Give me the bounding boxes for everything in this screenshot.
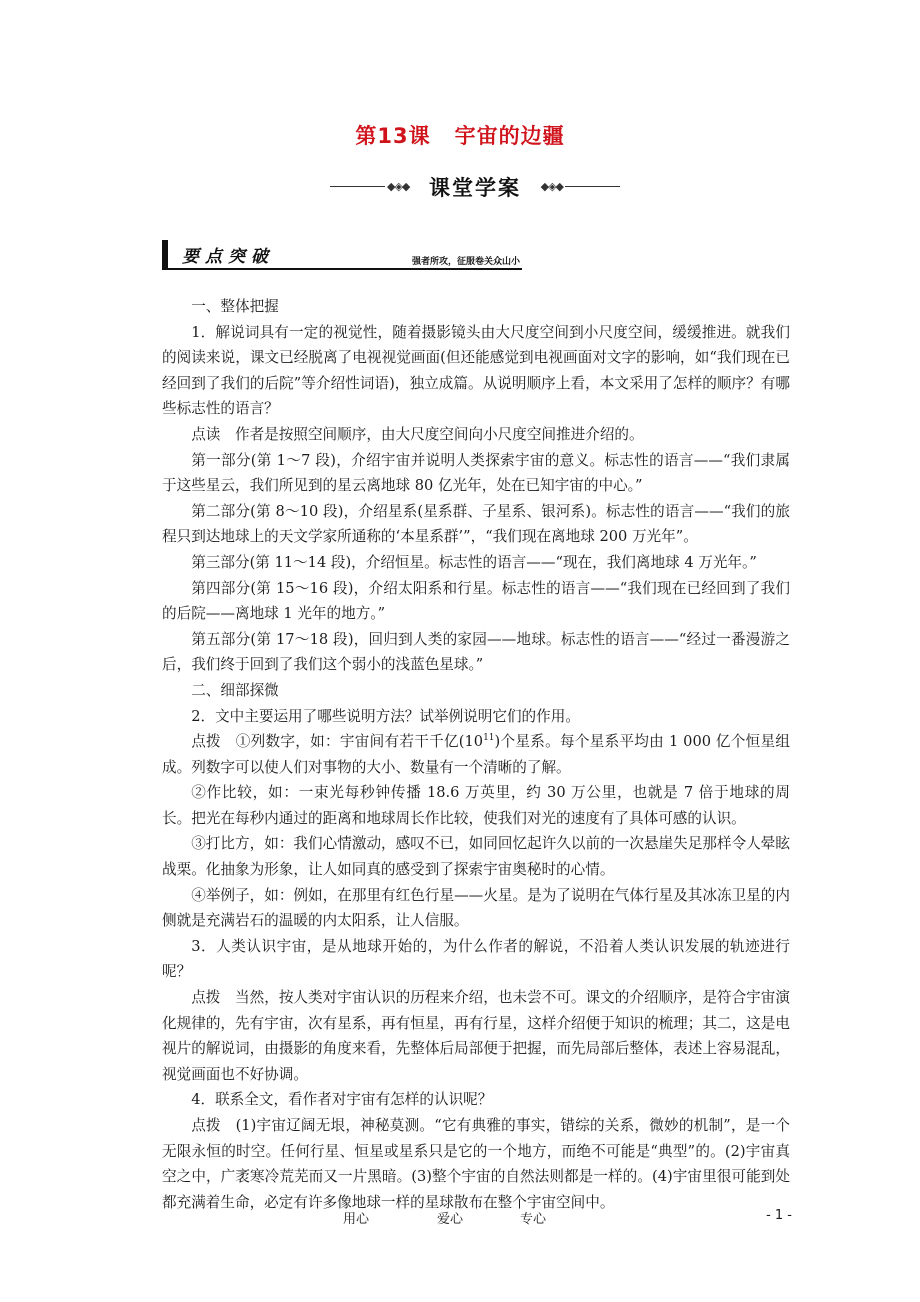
- answer-1: 点读 作者是按照空间顺序，由大尺度空间向小尺度空间推进介绍的。: [191, 425, 644, 443]
- lesson-number: 第13课: [355, 124, 431, 148]
- answer-2-example: ④举例子，如：例如，在那里有红色行星——火星。是为了说明在气体行星及其冰冻卫星的内侧就是充满岩石的温暖的内太阳系，让人信服。: [162, 886, 790, 930]
- answer-4: 点拨 (1)宇宙辽阔无垠，神秘莫测。“它有典雅的事实，错综的关系，微妙的机制”，是一个无限永恒的时空。任何行星、恒星或星系只是它的一个地方，而绝不可能是“典型”的。(2)宇宙真空之中，广袤寒冷荒芜而又一片黑暗。(3)整个宇宙的自然法则都是一样的。(4)宇宙里很可能到处都充满着生命，必定有许多像地球一样的星球散布在整个宇宙空间中。: [162, 1117, 790, 1211]
- part-2: 第二部分(第 8～10 段)，介绍星系(星系群、子星系、银河系)。标志性的语言——“我们的旅程只到达地球上的天文学家所通称的‘本星系群’”，“我们现在离地球 200 万光年”。: [162, 502, 790, 546]
- exponent: 11: [483, 733, 495, 744]
- page-footer: [0, 1208, 920, 1228]
- footer-item-1: 用心: [343, 1212, 370, 1227]
- answer-2-tail: )个星系。每个星系平均由 1 000 亿个恒星组成。列数字可以使人们对事物的大小、数量有一个清晰的了解。: [162, 733, 790, 776]
- key-points-header: [162, 240, 522, 270]
- section-banner: [330, 172, 620, 202]
- part-3: 第三部分(第 11～14 段)，介绍恒星。标志性的语言——“现在，我们离地球 4 万光年。”: [191, 553, 757, 571]
- banner-ornament-right: ◆◈◆: [540, 180, 563, 193]
- question-4: 4．联系全文，看作者对宇宙有怎样的认识呢？: [191, 1091, 493, 1109]
- answer-2-metaphor: ③打比方，如：我们心情激动，感叹不已，如同回忆起许久以前的一次悬崖失足那样令人晕眩战栗。化抽象为形象，让人如同真的感受到了探索宇宙奥秘时的心情。: [162, 835, 790, 879]
- footer-item-2: 爱心: [437, 1212, 464, 1227]
- lesson-name: 宇宙的边疆: [454, 124, 565, 148]
- footer-item-3: 专心: [520, 1212, 547, 1227]
- banner-title: 课堂学案: [429, 176, 521, 200]
- question-3: 3．人类认识宇宙，是从地球开始的，为什么作者的解说，不沿着人类认识发展的轨迹进行呢？: [162, 937, 790, 981]
- key-points-label: 要点突破: [182, 247, 274, 267]
- page-number: - 1 -: [766, 1208, 792, 1223]
- answer-2-compare: ②作比较，如：一束光每秒钟传播 18.6 万英里，约 30 万公里，也就是 7 倍于地球的周长。把光在每秒内通过的距离和地球周长作比较，使我们对光的速度有了具体可感的认识。: [162, 784, 790, 827]
- header-motto: 强者所攻，征服卷关众山小: [411, 257, 520, 267]
- answer-3: 点拨 当然，按人类对宇宙认识的历程来介绍，也未尝不可。课文的介绍顺序，是符合宇宙演化规律的，先有宇宙，次有星系，再有恒星，再有行星，这样介绍便于知识的梳理；其二，这是电视片的解说词，由摄影的角度来看，先整体后局部便于把握，而先局部后整体，表述上容易混乱，视觉画面也不好协调。: [162, 989, 790, 1083]
- header-underline: [168, 268, 522, 270]
- part-1: 第一部分(第 1～7 段)，介绍宇宙并说明人类探索宇宙的意义。标志性的语言——“我们隶属于这些星云，我们所见到的星云离地球 80 亿光年，处在已知宇宙的中心。”: [162, 451, 790, 495]
- body-text: [162, 294, 790, 1215]
- answer-2-lead: 点拨 ①列数字，如：宇宙间有若干千亿(10: [191, 733, 484, 751]
- banner-rule-right: [565, 186, 620, 187]
- question-1: 1．解说词具有一定的视觉性，随着摄影镜头由大尺度空间到小尺度空间，缓缓推进。就我们的阅读来说，课文已经脱离了电视视觉画面(但还能感觉到电视画面对文字的影响，如“我们现在已经回到了我们的后院”等介绍性词语)，独立成篇。从说明顺序上看，本文采用了怎样的顺序？有哪些标志性的语言？: [162, 323, 790, 418]
- part-4: 第四部分(第 15～16 段)，介绍太阳系和行星。标志性的语言——“我们现在已经回到了我们的后院——离地球 1 光年的地方。”: [162, 579, 790, 623]
- banner-ornament-left: ◆◈◆: [387, 180, 410, 193]
- part-5: 第五部分(第 17～18 段)，回归到人类的家园——地球。标志性的语言——“经过一番漫游之后，我们终于回到了我们这个弱小的浅蓝色星球。”: [162, 630, 790, 674]
- heading-overall: 一、整体把握: [191, 298, 279, 315]
- question-2: 2．文中主要运用了哪些说明方法？试举例说明它们的作用。: [191, 707, 580, 725]
- answer-2-numbers: [162, 729, 790, 780]
- lesson-title: [0, 120, 920, 150]
- heading-details: 二、细部探微: [191, 681, 279, 699]
- header-bar: [162, 240, 168, 270]
